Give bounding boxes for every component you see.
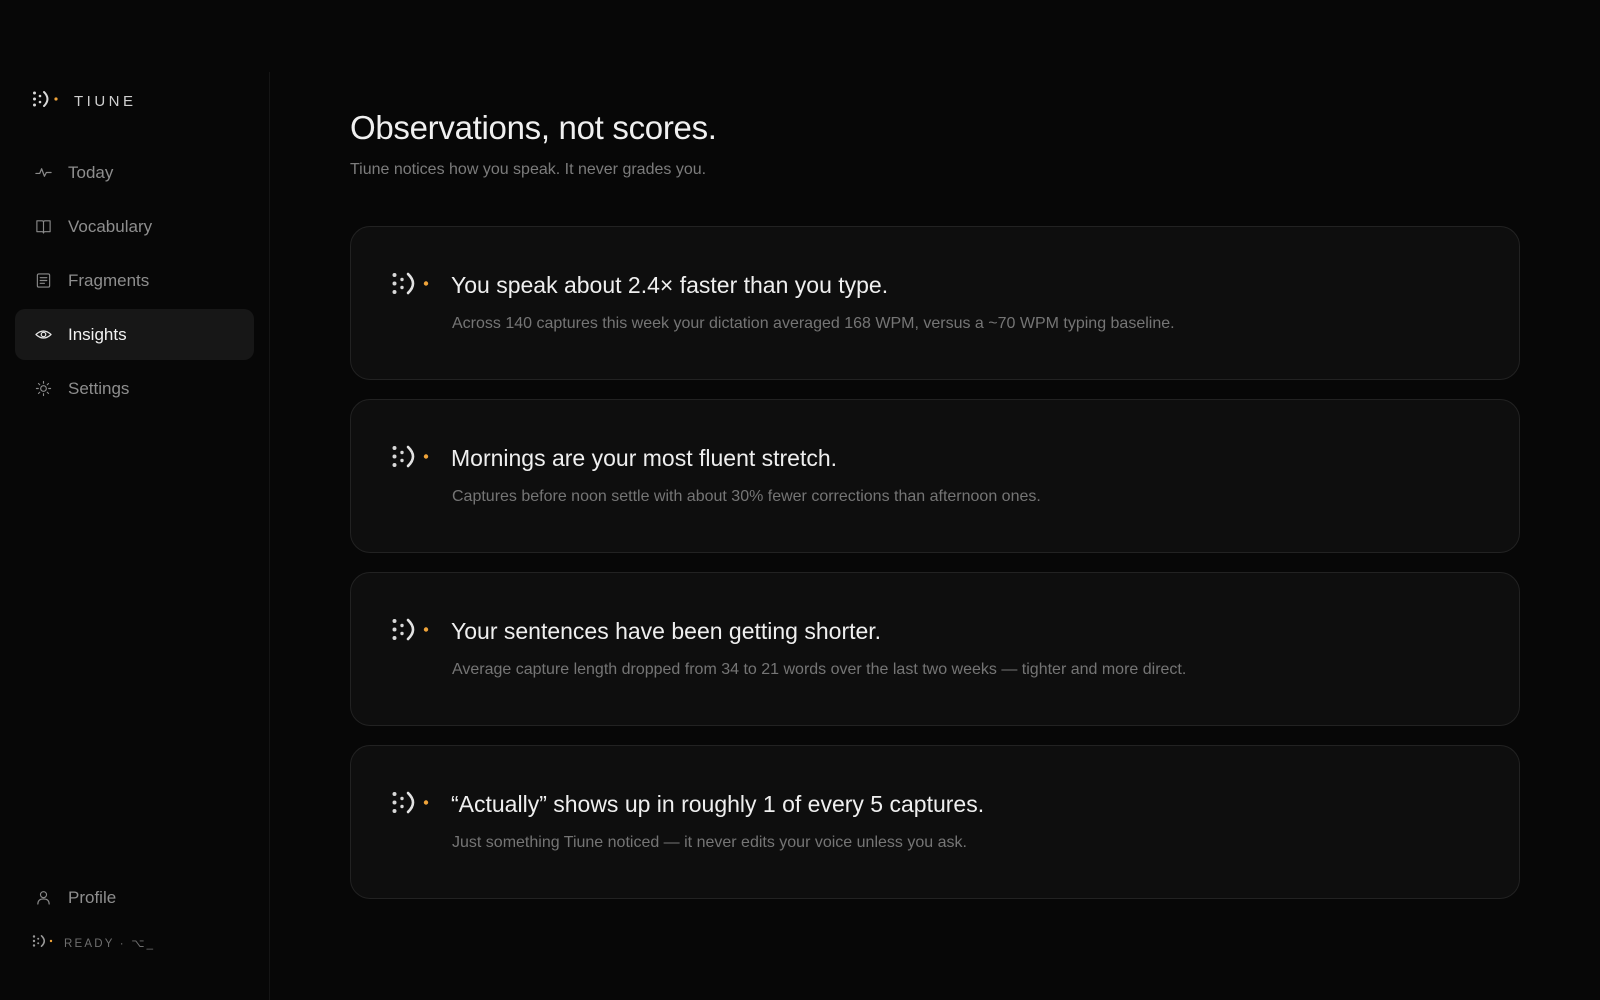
status-indicator xyxy=(32,934,155,951)
sidebar-item-label: Insights xyxy=(68,324,127,344)
sidebar xyxy=(0,72,270,1000)
brand-name: TIUNE xyxy=(74,92,137,110)
sidebar-item-label: Today xyxy=(68,162,114,182)
sidebar-item-fragments[interactable] xyxy=(15,255,254,306)
status-text: READY · ⌥_ xyxy=(64,937,156,950)
insight-body: Just something Tiune noticed — it never edits your voice unless you ask. xyxy=(452,834,967,851)
main-content xyxy=(350,108,1520,918)
insight-title: You speak about 2.4× faster than you type. xyxy=(451,272,889,298)
insight-card xyxy=(350,572,1520,726)
insight-list xyxy=(350,226,1520,899)
document-icon xyxy=(34,272,52,290)
book-icon xyxy=(34,218,52,236)
sidebar-item-today[interactable] xyxy=(15,147,254,198)
insight-card xyxy=(350,226,1520,380)
sidebar-item-label: Profile xyxy=(68,887,117,907)
tiune-logo-icon xyxy=(391,444,431,475)
tiune-logo-icon xyxy=(391,790,431,821)
sun-icon xyxy=(34,380,52,398)
page-title: Observations, not scores. xyxy=(350,109,717,146)
sidebar-item-label: Vocabulary xyxy=(68,216,153,236)
eye-icon xyxy=(34,326,52,344)
tiune-logo-icon xyxy=(391,271,431,302)
profile-section xyxy=(15,872,254,926)
sidebar-item-label: Settings xyxy=(68,378,130,398)
sidebar-item-label: Fragments xyxy=(68,270,150,290)
page-subtitle: Tiune notices how you speak. It never grades you. xyxy=(350,161,707,178)
tiune-logo-icon xyxy=(32,90,60,113)
user-icon xyxy=(34,889,52,907)
tiune-logo-icon xyxy=(32,934,54,951)
brand[interactable] xyxy=(32,88,137,114)
activity-icon xyxy=(34,164,52,182)
insight-body: Captures before noon settle with about 30% fewer corrections than afternoon ones. xyxy=(452,488,1041,505)
insight-title: Mornings are your most fluent stretch. xyxy=(451,445,838,471)
insight-body: Across 140 captures this week your dictation averaged 168 WPM, versus a ~70 WPM typing baseline. xyxy=(452,315,1175,332)
sidebar-nav xyxy=(15,147,254,417)
tiune-logo-icon xyxy=(391,617,431,648)
sidebar-item-settings[interactable] xyxy=(15,363,254,414)
insight-body: Average capture length dropped from 34 to 21 words over the last two weeks — tighter and more direct. xyxy=(452,661,1187,678)
sidebar-item-vocabulary[interactable] xyxy=(15,201,254,252)
sidebar-item-profile[interactable] xyxy=(15,872,254,923)
insight-title: Your sentences have been getting shorter. xyxy=(451,618,882,644)
insight-card xyxy=(350,745,1520,899)
insight-title: “Actually” shows up in roughly 1 of every 5 captures. xyxy=(451,791,985,817)
sidebar-item-insights[interactable] xyxy=(15,309,254,360)
insight-card xyxy=(350,399,1520,553)
